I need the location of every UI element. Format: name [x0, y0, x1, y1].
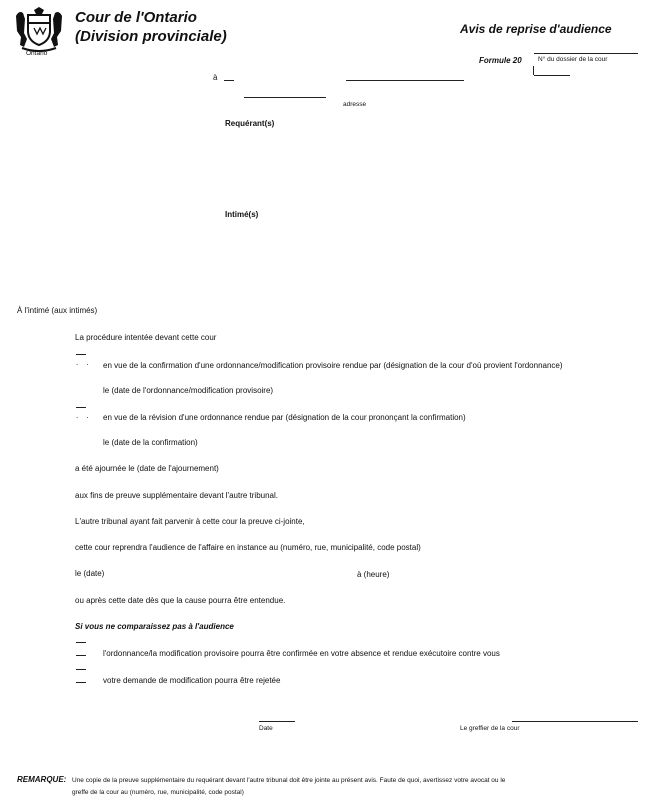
address-label: adresse: [343, 101, 367, 108]
coat-of-arms-icon: [12, 6, 66, 54]
consequence1-checkbox-lower: [76, 655, 86, 656]
file-number-field[interactable]: [534, 53, 638, 54]
date-line: le (date): [75, 569, 105, 578]
remark-text-line1: Une copie de la preuve supplémentaire du requérant devant l'autre tribunal doit être jointe au présent avis. Faute de quoi, avertissez votre avocat ou le: [72, 777, 506, 784]
remark-text-line2: greffe de la cour au (numéro, rue, municipalité, code postal): [72, 789, 244, 796]
consequence1-checkbox[interactable]: [76, 642, 86, 643]
file-number-tick: [533, 66, 534, 75]
option2-checkbox[interactable]: [76, 407, 86, 408]
if-absent-heading: Si vous ne comparaissez pas à l'audience: [75, 622, 234, 631]
resume-line: cette cour reprendra l'audience de l'affaire en instance au (numéro, rue, municipalité, code postal): [75, 543, 421, 552]
consequence2-checkbox-lower: [76, 682, 86, 683]
clerk-signature-label: Le greffier de la cour: [460, 725, 520, 732]
date-signature-label: Date: [259, 725, 273, 732]
to-label: à: [213, 73, 218, 82]
purpose-line: aux fins de preuve supplémentaire devant l'autre tribunal.: [75, 491, 278, 500]
respondent-label: Intimé(s): [225, 210, 259, 219]
ontario-coat-of-arms: [12, 6, 66, 54]
adjourned-line: a été ajournée le (date de l'ajournement): [75, 464, 219, 473]
hour-line: à (heure): [357, 570, 390, 579]
address-field-2[interactable]: [346, 80, 464, 81]
address-field-1[interactable]: [224, 80, 234, 81]
consequence2-checkbox[interactable]: [76, 669, 86, 670]
after-line: ou après cette date dès que la cause pourra être entendue.: [75, 596, 286, 605]
addressee-line: À l'intimé (aux intimés): [17, 306, 98, 315]
option1-dots: . .: [76, 358, 92, 367]
option2-dots: . .: [76, 411, 92, 420]
option1-text: en vue de la confirmation d'une ordonnance/modification provisoire rendue par (désignation de la cour d'où provient l'ordonnance): [103, 361, 563, 370]
file-number-label: N° du dossier de la cour: [538, 56, 608, 63]
option2-date: le (date de la confirmation): [103, 438, 198, 447]
option1-date: le (date de l'ordonnance/modification provisoire): [103, 386, 274, 395]
sent-line: L'autre tribunal ayant fait parvenir à cette cour la preuve ci-jointe,: [75, 517, 305, 526]
consequence1-text: l'ordonnance/la modification provisoire pourra être confirmée en votre absence et rendue exécutoire contre vous: [103, 649, 500, 658]
emblem-caption: Ontario: [26, 50, 48, 57]
clerk-signature-field[interactable]: [512, 721, 638, 722]
applicant-label: Requérant(s): [225, 119, 275, 128]
form-title: Avis de reprise d'audience: [460, 22, 612, 36]
intro-line: La procédure intentée devant cette cour: [75, 333, 217, 342]
option2-text: en vue de la révision d'une ordonnance rendue par (désignation de la cour prononçant la confirmation): [103, 413, 466, 422]
remark-label: REMARQUE:: [17, 775, 67, 784]
consequence2-text: votre demande de modification pourra être rejetée: [103, 676, 281, 685]
form-number: Formule 20: [479, 56, 522, 65]
option1-checkbox[interactable]: [76, 354, 86, 355]
court-title-line2: (Division provinciale): [75, 28, 227, 45]
address-field-3[interactable]: [244, 97, 326, 98]
court-title-line1: Cour de l'Ontario: [75, 9, 197, 26]
file-number-subfield[interactable]: [534, 75, 570, 76]
date-signature-field[interactable]: [259, 721, 295, 722]
